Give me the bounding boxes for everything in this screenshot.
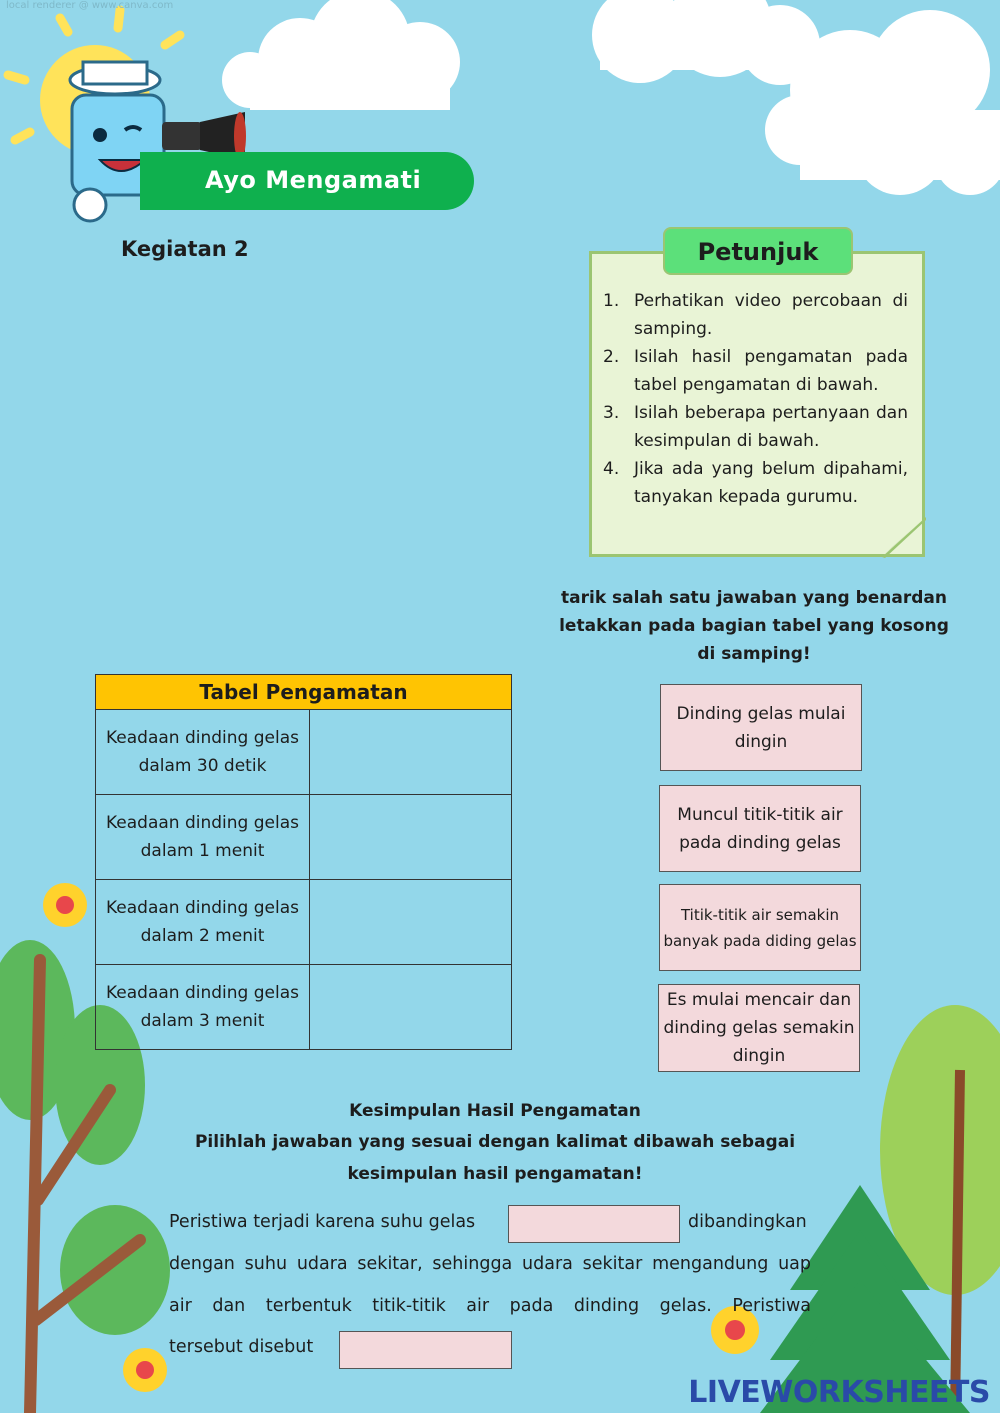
canva-watermark: local renderer @ www.canva.com <box>6 0 174 11</box>
instructions-title: Petunjuk <box>663 227 853 275</box>
conclusion-text: dengan suhu udara sekitar, sehingga udara sekitar mengandung uap <box>169 1254 811 1274</box>
conclusion-blank-1[interactable] <box>508 1205 680 1243</box>
table-row <box>96 880 512 965</box>
activity-label: Kegiatan 2 <box>121 237 249 261</box>
conclusion-text: dibandingkan <box>688 1212 807 1232</box>
cloud-decoration <box>222 0 460 110</box>
page-curl-decoration <box>882 517 927 559</box>
table-title: Tabel Pengamatan <box>96 675 512 710</box>
table-row <box>96 795 512 880</box>
draggable-choice[interactable]: Dinding gelas mulai dingin <box>660 684 862 771</box>
drag-instruction: tarik salah satu jawaban yang benardan letakkan pada bagian tabel yang kosong di samping! <box>559 588 949 664</box>
instruction-item: 4. Jika ada yang belum dipahami, tanyakan kepada gurumu. <box>603 459 908 507</box>
table-row <box>96 965 512 1050</box>
row-label: Keadaan dinding gelas dalam 1 menit <box>96 795 310 880</box>
instruction-item: 3. Isilah beberapa pertanyaan dan kesimpulan di bawah. <box>603 403 908 451</box>
answer-drop-zone[interactable] <box>310 880 512 965</box>
answer-drop-zone[interactable] <box>310 710 512 795</box>
answer-drop-zone[interactable] <box>310 965 512 1050</box>
table-row <box>96 710 512 795</box>
flower-decoration <box>43 883 87 927</box>
conclusion-text: Peristiwa terjadi karena suhu gelas <box>169 1212 476 1232</box>
draggable-choice[interactable]: Muncul titik-titik air pada dinding gelas <box>659 785 861 872</box>
instruction-item: 1. Perhatikan video percobaan di samping. <box>603 291 908 339</box>
draggable-choice[interactable]: Es mulai mencair dan dinding gelas semakin dingin <box>658 984 860 1072</box>
conclusion-title: Kesimpulan Hasil Pengamatan <box>349 1101 641 1121</box>
row-label: Keadaan dinding gelas dalam 2 menit <box>96 880 310 965</box>
flower-decoration <box>123 1348 167 1392</box>
liveworksheets-logo: LIVEWORKSHEETS <box>688 1375 990 1410</box>
instruction-item: 2. Isilah hasil pengamatan pada tabel pengamatan di bawah. <box>603 347 908 395</box>
row-label: Keadaan dinding gelas dalam 30 detik <box>96 710 310 795</box>
conclusion-text: air dan terbentuk titik-titik air pada dinding gelas. Peristiwa <box>169 1296 811 1316</box>
instructions-list <box>603 287 908 511</box>
conclusion-text: tersebut disebut <box>169 1337 314 1357</box>
observation-table <box>95 674 512 1050</box>
cloud-decoration <box>592 0 820 85</box>
draggable-choice[interactable]: Titik-titik air semakin banyak pada diding gelas <box>659 884 861 971</box>
answer-drop-zone[interactable] <box>310 795 512 880</box>
conclusion-instruction: Pilihlah jawaban yang sesuai dengan kalimat dibawah sebagai kesimpulan hasil pengamatan! <box>194 1132 796 1184</box>
row-label: Keadaan dinding gelas dalam 3 menit <box>96 965 310 1050</box>
conclusion-blank-2[interactable] <box>339 1331 512 1369</box>
page-title: Ayo Mengamati <box>205 166 422 194</box>
